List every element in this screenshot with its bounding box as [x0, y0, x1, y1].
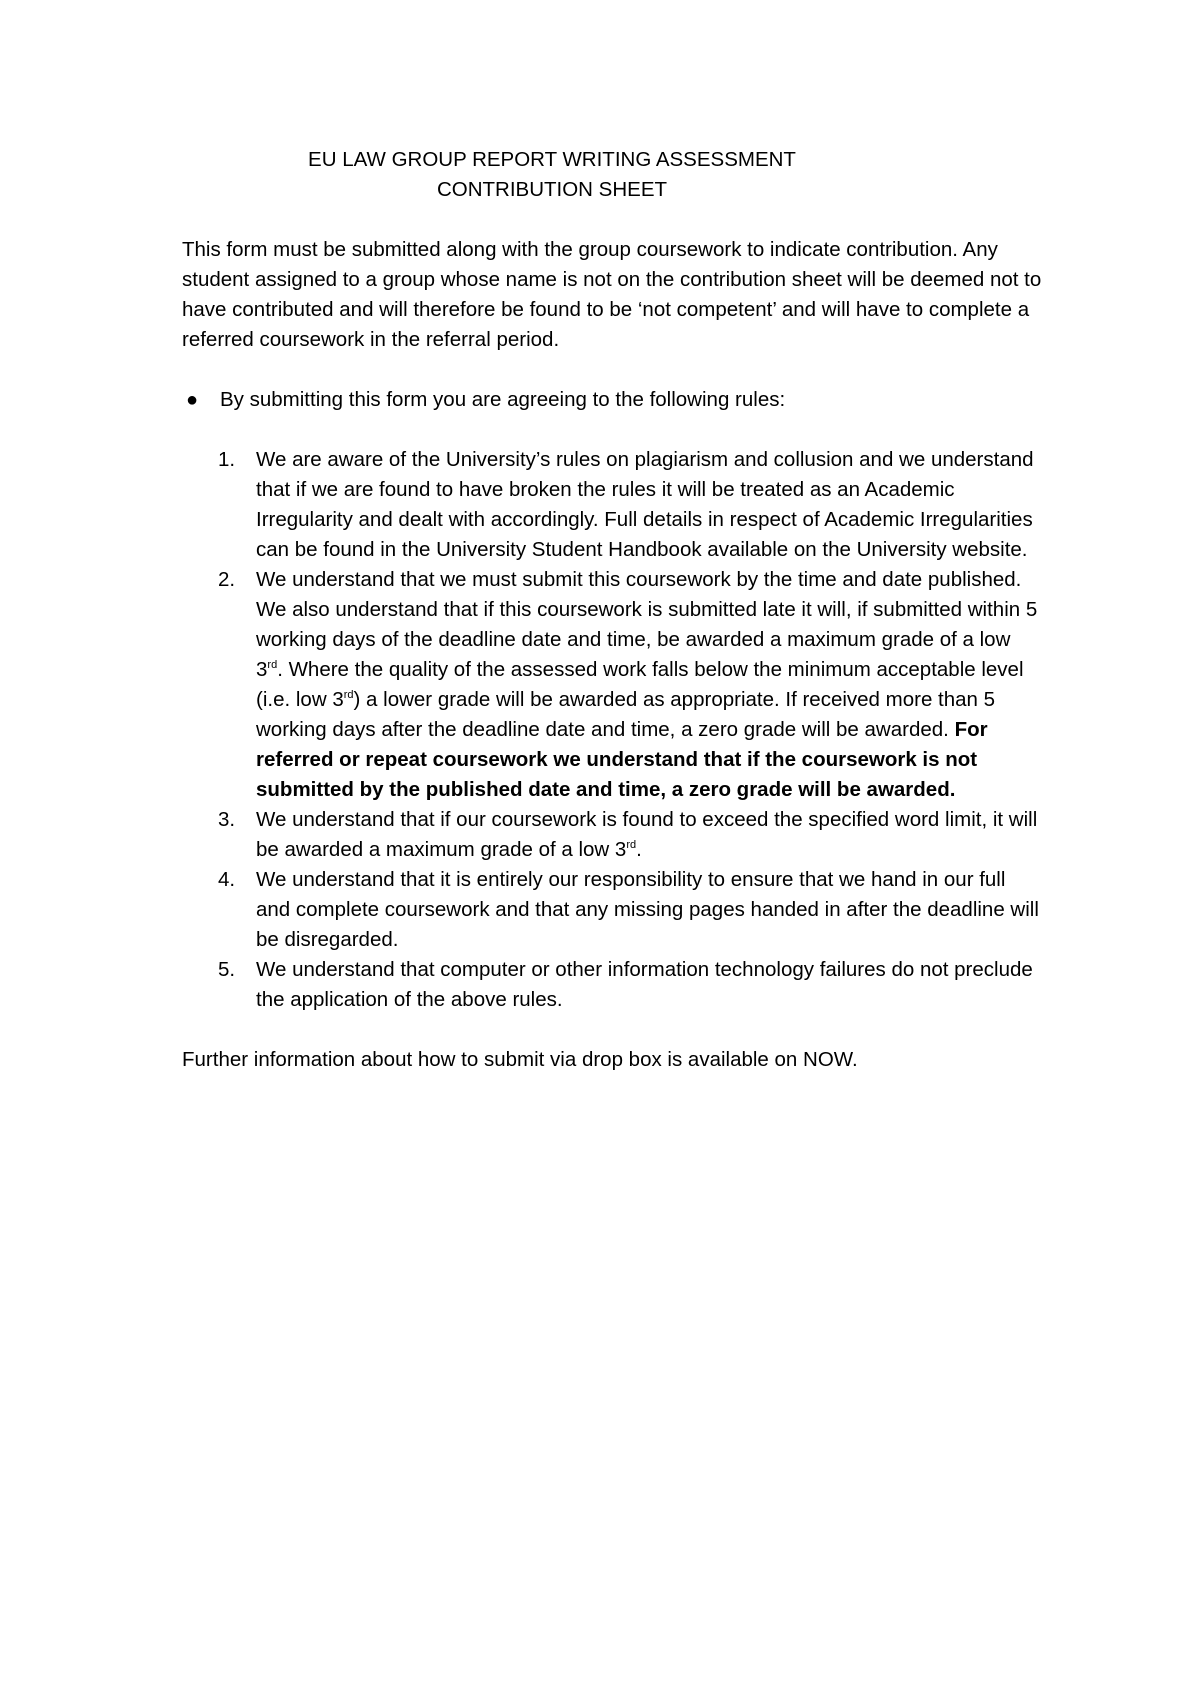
rule-number: 1.	[218, 448, 236, 471]
rule-text: We understand that computer or other information technology failures do not preclude the application of the above rules.	[256, 958, 1033, 1011]
document-page	[182, 145, 1042, 1075]
document-title	[122, 145, 982, 205]
rule-text: . Where the quality of the assessed work falls below the minimum acceptable level (i.e. low 3	[256, 658, 1024, 711]
rule-item-4	[182, 865, 1042, 955]
rule-number: 2.	[218, 568, 236, 591]
rule-text: ) a lower grade will be awarded as appropriate. If received more than 5 working days after the deadline date and time, a zero grade will be awarded.	[256, 688, 996, 741]
bullet-icon: ●	[186, 389, 199, 411]
title-line-2: CONTRIBUTION SHEET	[436, 178, 668, 201]
rule-text: .	[636, 838, 642, 861]
title-line-1: EU LAW GROUP REPORT WRITING ASSESSMENT	[308, 148, 796, 171]
bullet-item	[182, 385, 1042, 415]
rule-number: 3.	[218, 808, 236, 831]
rule-number: 5.	[218, 958, 236, 981]
rule-text: We are aware of the University’s rules on plagiarism and collusion and we understand that if we are found to have broken the rules it will be treated as an Academic Irregularity and dealt with accordingly. Full details in respect of Academic Irregularities can be found in the University Student Handbook available on the University website.	[256, 448, 1034, 561]
rule-text: We understand that if our coursework is found to exceed the specified word limit, it will be awarded a maximum grade of a low 3	[256, 808, 1038, 861]
bullet-list	[182, 385, 1042, 415]
rule-bold-text: For referred or repeat coursework we understand that if the coursework is not submitted by the published date and time, a zero grade will be awarded.	[256, 718, 988, 801]
rule-text: We understand that it is entirely our responsibility to ensure that we hand in our full and complete coursework and that any missing pages handed in after the deadline will be disregarded.	[256, 868, 1039, 951]
rules-list	[182, 445, 1042, 1015]
rule-text: We understand that we must submit this coursework by the time and date published. We also understand that if this coursework is submitted late it will, if submitted within 5 working days of the deadline date and time, be awarded a maximum grade of a low 3	[256, 568, 1038, 681]
rule-item-2	[182, 565, 1042, 805]
footer-paragraph: Further information about how to submit via drop box is available on NOW.	[182, 1048, 858, 1071]
rule-item-5	[182, 955, 1042, 1015]
intro-paragraph: This form must be submitted along with the group coursework to indicate contribution. Any student assigned to a group whose name is not on the contribution sheet will be deemed not to have contributed and will therefore be found to be ‘not competent’ and will have to complete a referred coursework in the referral period.	[182, 238, 1042, 351]
rule-number: 4.	[218, 868, 236, 891]
bullet-text: By submitting this form you are agreeing to the following rules:	[220, 388, 786, 411]
rule-superscript: rd	[343, 689, 354, 702]
rule-superscript: rd	[626, 839, 637, 852]
rule-item-3	[182, 805, 1042, 865]
rule-item-1	[182, 445, 1042, 565]
rule-superscript: rd	[267, 659, 278, 672]
